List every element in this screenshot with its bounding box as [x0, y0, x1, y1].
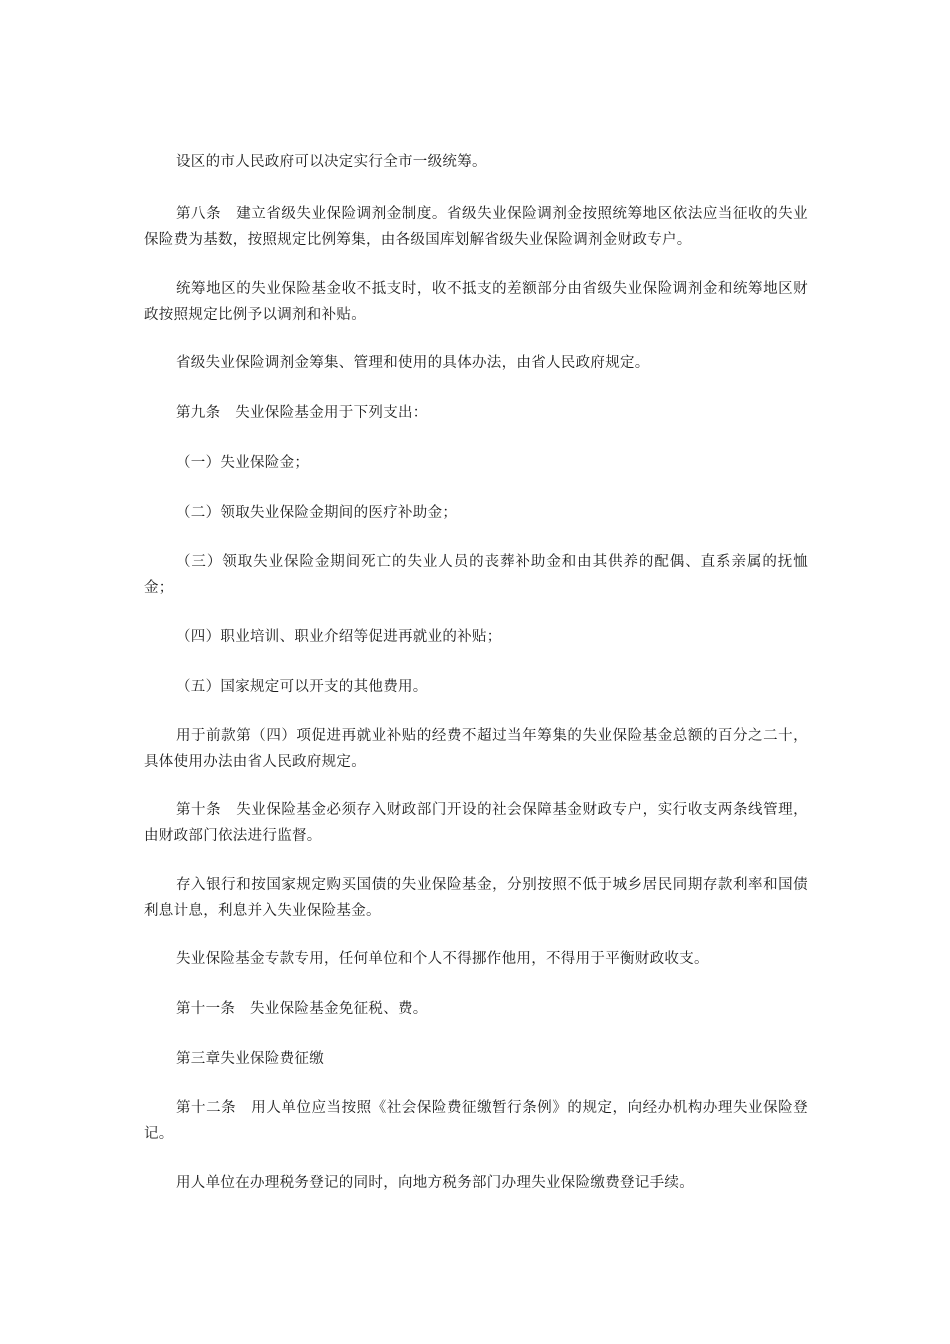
- paragraph: 统筹地区的失业保险基金收不抵支时，收不抵支的差额部分由省级失业保险调剂金和统筹地区财政按照规定比例予以调剂和补贴。: [144, 281, 808, 323]
- paragraph: 失业保险基金专款专用，任何单位和个人不得挪作他用，不得用于平衡财政收支。: [176, 951, 709, 967]
- article-10-paragraph: 第十条 失业保险基金必须存入财政部门开设的社会保障基金财政专户，实行收支两条线管理，由财政部门依法进行监督。: [144, 802, 808, 844]
- article-12-paragraph: 第十二条 用人单位应当按照《社会保险费征缴暂行条例》的规定，向经办机构办理失业保险登记。: [144, 1100, 808, 1142]
- article-9-paragraph: 第九条 失业保险基金用于下列支出：: [176, 405, 428, 421]
- list-item: （二）领取失业保险金期间的医疗补助金；: [176, 505, 458, 521]
- chapter-heading: 第三章失业保险费征缴: [176, 1051, 324, 1067]
- paragraph: 省级失业保险调剂金筹集、管理和使用的具体办法，由省人民政府规定。: [176, 355, 650, 371]
- paragraph: 设区的市人民政府可以决定实行全市一级统筹。: [176, 154, 487, 170]
- article-11-paragraph: 第十一条 失业保险基金免征税、费。: [176, 1001, 428, 1017]
- list-item: （五）国家规定可以开支的其他费用。: [176, 679, 428, 695]
- article-8-paragraph: 第八条 建立省级失业保险调剂金制度。省级失业保险调剂金按照统筹地区依法应当征收的失业保险费为基数，按照规定比例筹集，由各级国库划解省级失业保险调剂金财政专户。: [144, 206, 808, 248]
- list-item: （三）领取失业保险金期间死亡的失业人员的丧葬补助金和由其供养的配偶、直系亲属的抚恤金；: [144, 554, 808, 596]
- paragraph: 存入银行和按国家规定购买国债的失业保险基金，分别按照不低于城乡居民同期存款利率和国债利息计息，利息并入失业保险基金。: [144, 877, 808, 919]
- list-item: （四）职业培训、职业介绍等促进再就业的补贴；: [176, 629, 502, 645]
- list-item: （一）失业保险金；: [176, 455, 310, 471]
- paragraph: 用于前款第（四）项促进再就业补贴的经费不超过当年筹集的失业保险基金总额的百分之二十，具体使用办法由省人民政府规定。: [144, 728, 808, 770]
- paragraph: 用人单位在办理税务登记的同时，向地方税务部门办理失业保险缴费登记手续。: [176, 1175, 694, 1191]
